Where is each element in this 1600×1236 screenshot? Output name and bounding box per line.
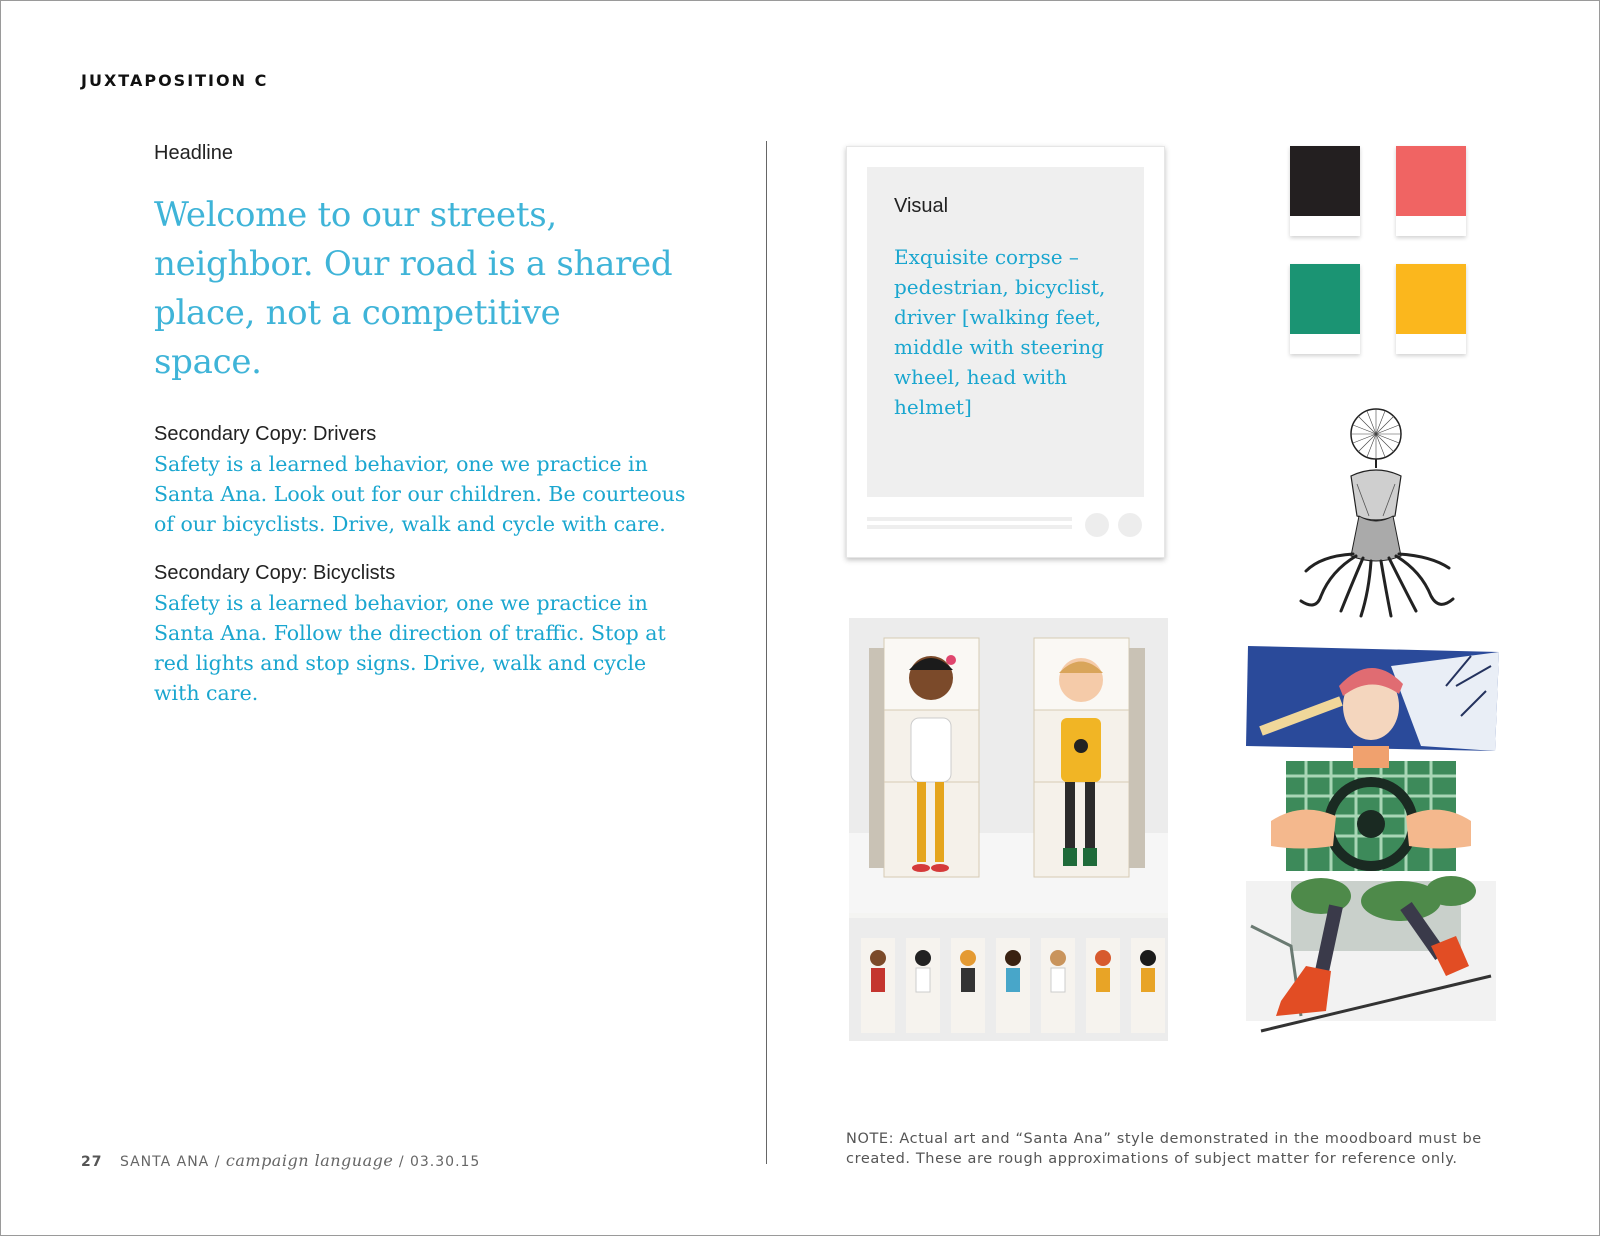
swatch-green bbox=[1290, 264, 1360, 354]
footer-date: 03.30.15 bbox=[409, 1154, 481, 1170]
card-line bbox=[867, 525, 1072, 529]
visual-card-panel bbox=[867, 167, 1144, 497]
secondary-bicyclists-text: Safety is a learned behavior, one we practice in Santa Ana. Follow the direction of traffic. Stop at red lights and stop signs. Drive, walk and cycle with care. bbox=[154, 591, 666, 705]
block-dolls-photo bbox=[849, 618, 1168, 1041]
card-dot bbox=[1085, 513, 1109, 537]
headline-text: Welcome to our streets, neighbor. Our road is a shared place, not a competitive space. bbox=[154, 195, 673, 382]
swatch-chip bbox=[1396, 264, 1466, 334]
page-number: 27 bbox=[81, 1154, 103, 1170]
footer-separator: / bbox=[214, 1154, 221, 1170]
swatch-coral bbox=[1396, 146, 1466, 236]
footer-separator: / bbox=[398, 1154, 405, 1170]
secondary-bicyclists-label: Secondary Copy: Bicyclists bbox=[154, 562, 396, 584]
reference-note: NOTE: Actual art and “Santa Ana” style demonstrated in the moodboard must be created. These are rough approximations of subject matter for reference only. bbox=[846, 1131, 1482, 1167]
secondary-drivers-text: Safety is a learned behavior, one we practice in Santa Ana. Look out for our children. Be courteous of our bicyclists. Drive, walk and cycle with care. bbox=[154, 452, 686, 536]
column-divider bbox=[766, 141, 767, 1164]
exquisite-corpse-illustration bbox=[1241, 646, 1501, 1046]
visual-card bbox=[846, 146, 1165, 558]
visual-description: Exquisite corpse – pedestrian, bicyclist, driver [walking feet, middle with steering wheel, head with helmet] bbox=[894, 245, 1106, 419]
octopus-lady-illustration bbox=[1291, 406, 1461, 621]
secondary-drivers-label: Secondary Copy: Drivers bbox=[154, 423, 377, 445]
swatch-black bbox=[1290, 146, 1360, 236]
card-dot bbox=[1118, 513, 1142, 537]
swatch-chip bbox=[1290, 264, 1360, 334]
footer bbox=[81, 1151, 480, 1170]
card-line bbox=[867, 517, 1072, 521]
headline-label: Headline bbox=[154, 142, 233, 164]
swatch-yellow bbox=[1396, 264, 1466, 354]
section-title: JUXTAPOSITION C bbox=[81, 71, 269, 90]
footer-client: SANTA ANA bbox=[119, 1154, 210, 1170]
swatch-chip bbox=[1290, 146, 1360, 216]
visual-label: Visual bbox=[894, 195, 949, 217]
footer-document: campaign language bbox=[225, 1151, 394, 1170]
swatch-chip bbox=[1396, 146, 1466, 216]
